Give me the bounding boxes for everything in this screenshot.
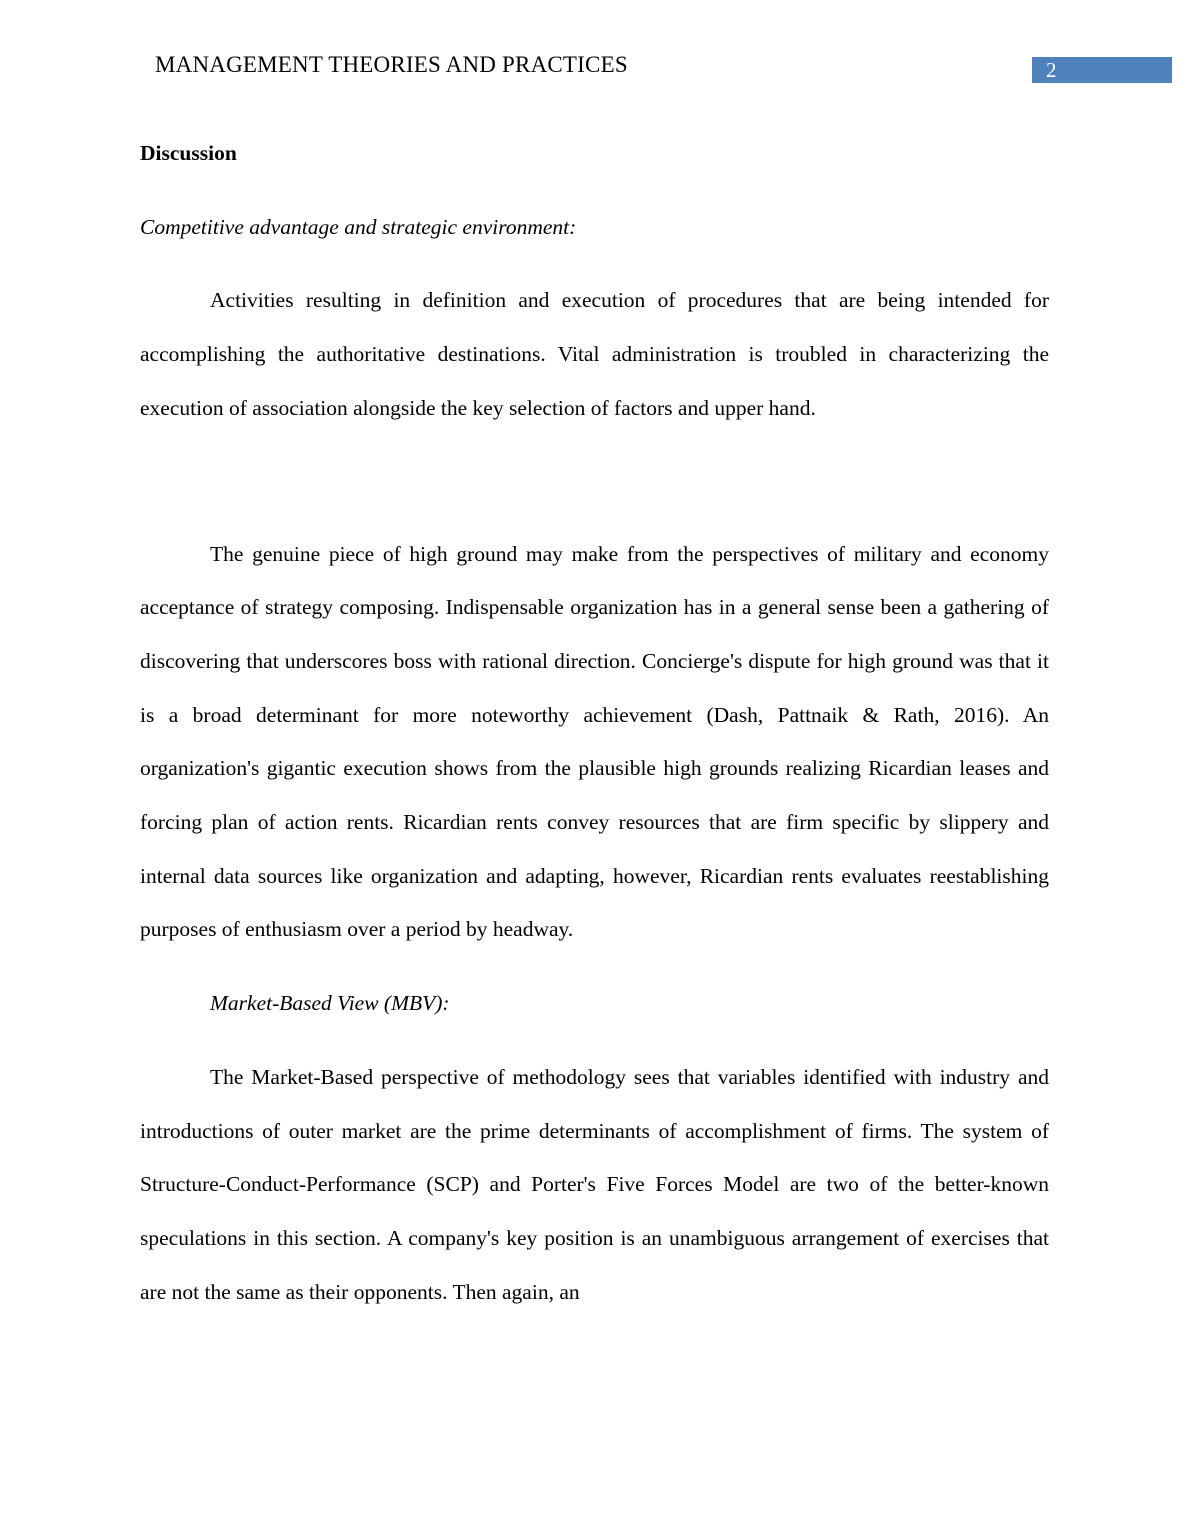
spacer: [140, 254, 1049, 274]
spacer: [140, 1031, 1049, 1051]
subheading-market-based-view: Market-Based View (MBV):: [210, 991, 450, 1016]
paragraph-market-based: The Market-Based perspective of methodology sees that variables identified with industry and introductions of outer market are the prime determinants of accomplishment of firms. The system of Structure-Conduct-Performance (SCP) and Porter's Five Forces Model are two of the better-known speculations in this section. A company's key position is an unambiguous arrangement of exercises that are not the same as their opponents. Then again, an: [140, 1064, 1049, 1304]
spacer: [140, 436, 1049, 528]
section-heading: Discussion: [140, 141, 237, 165]
document-body: [140, 127, 1049, 1319]
page-number-bar: [1032, 57, 1172, 83]
running-head: MANAGEMENT THEORIES AND PRACTICES: [155, 52, 628, 77]
spacer: [140, 181, 1049, 201]
spacer: [140, 957, 1049, 977]
paragraph-activities: Activities resulting in definition and execution of procedures that are being intended for accomplishing the authoritative destinations. Vital administration is troubled in characterizing the execution of association alongside the key selection of factors and upper hand.: [140, 288, 1049, 420]
subheading-competitive-advantage: Competitive advantage and strategic environment:: [140, 214, 577, 239]
paragraph-high-ground: The genuine piece of high ground may make from the perspectives of military and economy acceptance of strategy composing. Indispensable organization has in a general sense been a gathering of discovering that underscores boss with rational direction. Concierge's dispute for high ground was that it is a broad determinant for more noteworthy achievement (Dash, Pattnaik & Rath, 2016). An organization's gigantic execution shows from the plausible high grounds realizing Ricardian leases and forcing plan of action rents. Ricardian rents convey resources that are firm specific by slippery and internal data sources like organization and adapting, however, Ricardian rents evaluates reestablishing purposes of enthusiasm over a period by headway.: [140, 541, 1049, 942]
page-number: 2: [1046, 58, 1057, 82]
